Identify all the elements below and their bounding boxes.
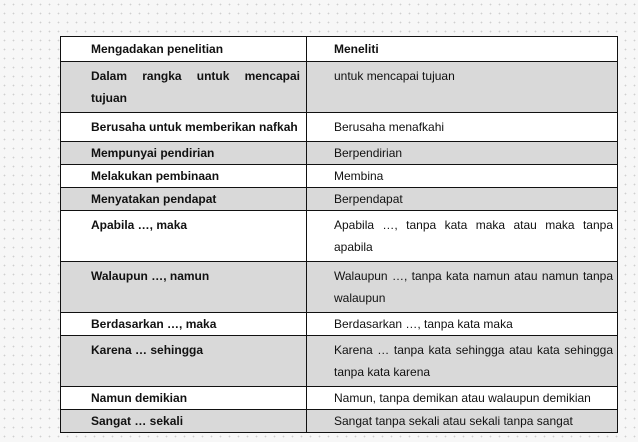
table-cell-left: Berusaha untuk memberikan nafkah [61,113,307,142]
table-row [61,62,618,113]
table-cell-left: Apabila …, maka [61,211,307,262]
table-row [61,387,618,410]
table-cell-left: Dalam rangka untuk mencapai tujuan [61,62,307,113]
table-cell-right: Membina [307,165,618,188]
table-cell-right: Berusaha menafkahi [307,113,618,142]
table-cell-right: Berpendapat [307,188,618,211]
table-row [61,188,618,211]
table-cell-left: Melakukan pembinaan [61,165,307,188]
table-cell-left: Namun demikian [61,387,307,410]
table-row [61,211,618,262]
header-cell-left: Mengadakan penelitian [61,37,307,62]
table-row [61,336,618,387]
table-cell-left: Mempunyai pendirian [61,142,307,165]
table-row [61,165,618,188]
table-cell-right: untuk mencapai tujuan [307,62,618,113]
table-row [61,113,618,142]
word-comparison-table [60,36,618,433]
table-cell-right: Sangat tanpa sekali atau sekali tanpa sangat [307,410,618,433]
table-cell-right: Namun, tanpa demikan atau walaupun demikian [307,387,618,410]
table-row [61,313,618,336]
table-cell-left: Menyatakan pendapat [61,188,307,211]
table-row [61,262,618,313]
table-row [61,410,618,433]
table-row [61,142,618,165]
table-cell-right: Berpendirian [307,142,618,165]
table-cell-right: Apabila …, tanpa kata maka atau maka tanpa apabila [307,211,618,262]
table-cell-left: Karena … sehingga [61,336,307,387]
table-cell-right: Berdasarkan …, tanpa kata maka [307,313,618,336]
table-cell-left: Berdasarkan …, maka [61,313,307,336]
table-cell-right: Karena … tanpa kata sehingga atau kata sehingga tanpa kata karena [307,336,618,387]
header-cell-right: Meneliti [307,37,618,62]
table-cell-right: Walaupun …, tanpa kata namun atau namun tanpa walaupun [307,262,618,313]
table-cell-left: Walaupun …, namun [61,262,307,313]
table-header-row [61,37,618,62]
table-cell-left: Sangat … sekali [61,410,307,433]
document-page [60,36,617,428]
